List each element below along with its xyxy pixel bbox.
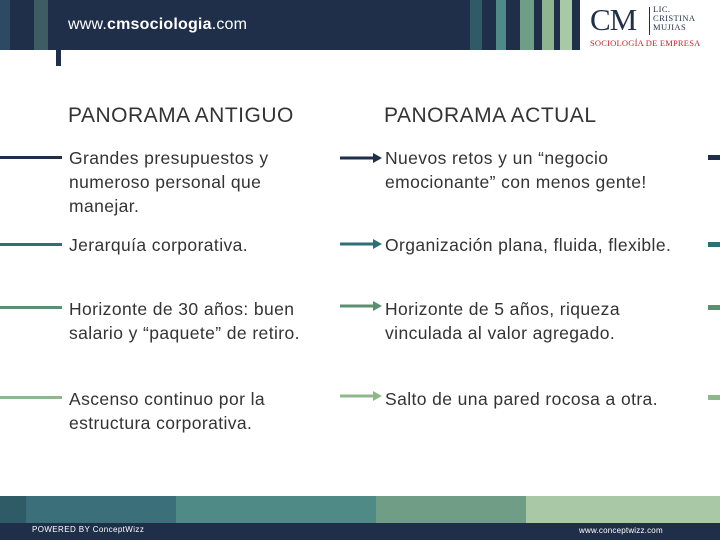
right-edge-marker (708, 395, 720, 400)
logo-subtitle: SOCIOLOGÍA DE EMPRESA (590, 38, 701, 48)
footer-stripe (176, 496, 376, 523)
logo-divider (649, 7, 650, 35)
right-edge-marker (708, 155, 720, 160)
logo-name-line: CRISTINA (653, 13, 696, 23)
column-title-old: PANORAMA ANTIGUO (68, 104, 294, 127)
header-stripe (470, 0, 482, 50)
footer-band (0, 496, 720, 540)
arrow-right-icon (340, 151, 382, 165)
site-url[interactable] (68, 16, 247, 34)
old-item: Grandes presupuestos y numeroso personal que manejar. (69, 148, 269, 216)
new-item: Horizonte de 5 años, riqueza vinculada al valor agregado. (385, 299, 620, 343)
row-marker-line (0, 396, 62, 399)
site-prefix: www. (68, 16, 108, 33)
header-stripe (542, 0, 554, 50)
arrow-right-icon (340, 299, 382, 313)
old-item: Ascenso continuo por la estructura corporativa. (69, 389, 265, 433)
row-marker-line (0, 306, 62, 309)
arrow-right-icon (340, 237, 382, 251)
arrow-right-icon (340, 389, 382, 403)
header-accent-bar (56, 0, 61, 66)
logo-name-line: MUJIAS (653, 22, 687, 32)
row-marker-line (0, 243, 62, 246)
footer-powered-by: POWERED BY ConceptWizz (32, 525, 145, 534)
logo-name (653, 5, 695, 32)
new-item: Salto de una pared rocosa a otra. (385, 389, 658, 409)
header-stripe (34, 0, 48, 50)
footer-stripe (526, 496, 720, 523)
header-stripe (496, 0, 506, 50)
site-suffix: .com (211, 16, 248, 33)
footer-link[interactable]: www.conceptwizz.com (579, 526, 663, 535)
header-stripe (560, 0, 572, 50)
brand-logo (580, 0, 720, 50)
site-name: cmsociologia (107, 16, 212, 33)
column-title-new: PANORAMA ACTUAL (384, 104, 597, 127)
logo-initials: CM (590, 2, 637, 37)
old-item: Jerarquía corporativa. (69, 235, 249, 255)
new-item: Nuevos retos y un “negocio emocionante” con menos gente! (385, 148, 647, 192)
new-item: Organización plana, fluida, flexible. (385, 235, 672, 255)
logo-name-line: LIC. (653, 4, 671, 14)
header-stripe (0, 0, 10, 50)
right-edge-marker (708, 242, 720, 247)
old-item: Horizonte de 30 años: buen salario y “paquete” de retiro. (69, 299, 300, 343)
footer-stripe (0, 496, 26, 523)
header-band (0, 0, 720, 50)
row-marker-line (0, 156, 62, 159)
header-stripe (520, 0, 534, 50)
footer-stripe (26, 496, 176, 523)
footer-stripe (376, 496, 526, 523)
right-edge-marker (708, 305, 720, 310)
